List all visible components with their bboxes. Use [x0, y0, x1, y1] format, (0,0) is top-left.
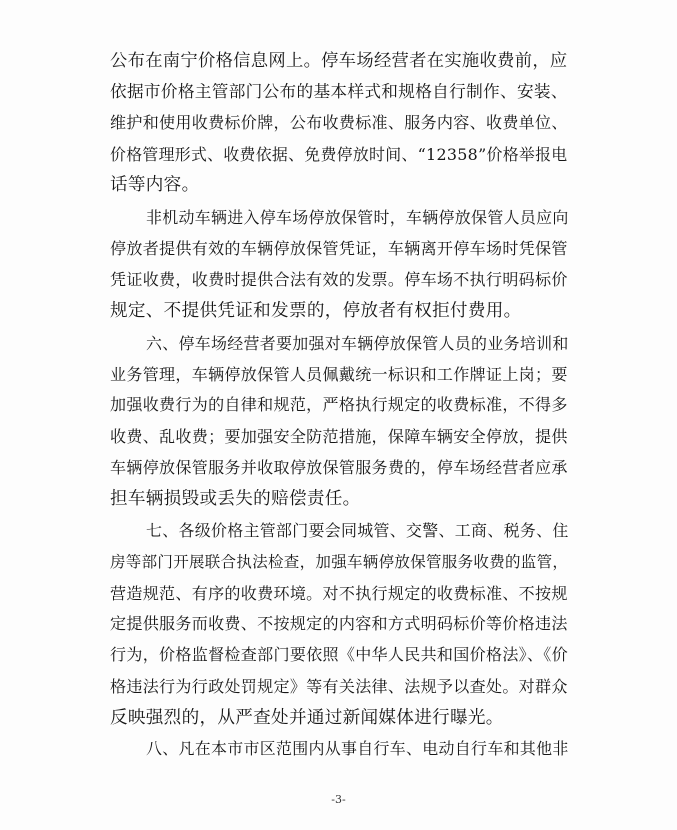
text-line: 凭证收费，收费时提供合法有效的发票。停车场不执行明码标价 [110, 270, 568, 290]
text-line: 营造规范、有序的收费环境。对不执行规定的收费标准、不按规 [110, 583, 568, 603]
text-line: 依据市价格主管部门公布的基本样式和规格自行制作、安装、 [110, 82, 568, 102]
section-8-heading-line: 八、凡在本市市区范围内从事自行车、电动自行车和其他非 [146, 739, 569, 758]
page-number: -3- [331, 793, 346, 806]
text-line: 车辆停放保管服务并收取停放保管服务费的，停车场经营者应承 [110, 457, 568, 477]
text-line: 话等内容。 [110, 175, 200, 196]
text-line: 维护和使用收费标价牌，公布收费标准、服务内容、收费单位、 [110, 113, 568, 133]
text-line: 业务管理，车辆停放保管人员佩戴统一标识和工作牌证上岗；要 [110, 365, 568, 385]
text-line: 行为，价格监督检查部门要依照《中华人民共和国价格法》、《价 [110, 645, 568, 665]
text-line: 公布在南宁价格信息网上。停车场经营者在实施收费前，应 [110, 51, 568, 71]
text-line: 定提供服务而收费、不按规定的内容和方式明码标价等价格违法 [110, 614, 568, 634]
text-line: 格违法行为行政处罚规定》等有关法律、法规予以查处。对群众 [110, 676, 568, 696]
text-line: 价格管理形式、收费依据、免费停放时间、“12358”价格举报电 [110, 144, 568, 164]
text-line: 规定、不提供凭证和发票的，停放者有权拒付费用。 [110, 300, 522, 321]
paragraph-first-line: 非机动车辆进入停车场停放保管时，车辆停放保管人员应向 [146, 208, 569, 228]
text-line: 停放者提供有效的车辆停放保管凭证，车辆离开停车场时凭保管 [110, 239, 568, 259]
text-line: 加强收费行为的自律和规范，严格执行规定的收费标准，不得多 [110, 395, 568, 415]
text-line: 收费、乱收费；要加强安全防范措施，保障车辆安全停放，提供 [110, 426, 568, 446]
text-line: 反映强烈的，从严查处并通过新闻媒体进行曝光。 [110, 707, 504, 728]
section-7-heading-line: 七、各级价格主管部门要会同城管、交警、工商、税务、住 [146, 521, 569, 541]
section-6-heading-line: 六、停车场经营者要加强对车辆停放保管人员的业务培训和 [146, 333, 569, 353]
text-line: 房等部门开展联合执法检查，加强车辆停放保管服务收费的监管， [110, 553, 569, 572]
text-line: 担车辆损毁或丢失的赔偿责任。 [110, 489, 361, 510]
